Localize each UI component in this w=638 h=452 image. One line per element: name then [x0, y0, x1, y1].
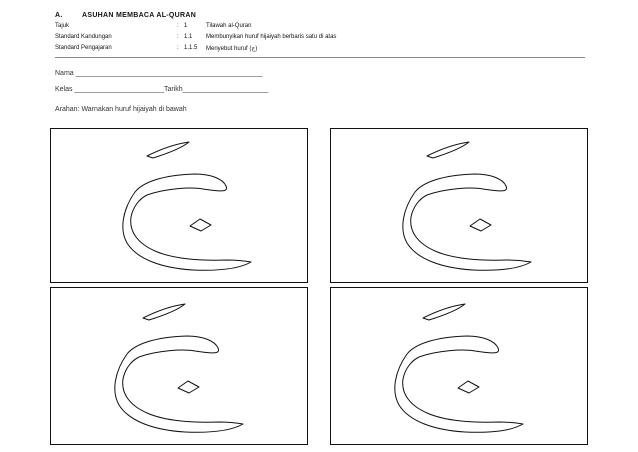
meta-value: Menyebut huruf (ج) — [206, 46, 258, 52]
header-divider — [55, 57, 585, 58]
meta-value: Tilawah al-Quran — [206, 23, 252, 29]
meta-colon: : — [177, 34, 179, 40]
letter-jim-outline-icon — [51, 129, 309, 284]
section-letter: A. — [55, 12, 63, 19]
section-title: ASUHAN MEMBACA AL-QURAN — [82, 12, 197, 19]
kelas-tarikh-field[interactable]: Kelas _______________________Tarikh______________________ — [55, 86, 269, 93]
meta-colon: : — [177, 45, 179, 51]
meta-label-standard-kandungan: Standard Kandungan — [55, 34, 112, 40]
meta-label-standard-pengajaran: Standard Pengajaran — [55, 45, 112, 51]
letter-jim-outline-icon — [331, 129, 589, 284]
letter-jim-outline-icon — [51, 288, 309, 446]
meta-code: 1 — [184, 23, 188, 29]
meta-label-tajuk: Tajuk — [55, 23, 70, 29]
meta-code: 1.1.5 — [184, 45, 198, 51]
letter-jim-outline-icon — [331, 288, 589, 446]
nama-field[interactable]: Nama ________________________________________________ — [55, 70, 263, 77]
coloring-box[interactable] — [330, 128, 588, 283]
meta-value: Membunyikan huruf hijaiyah berbaris satu di atas — [206, 34, 337, 40]
meta-code: 1.1 — [184, 34, 193, 40]
meta-colon: : — [177, 23, 179, 29]
coloring-box[interactable] — [330, 287, 588, 445]
instruction-text: Arahan: Warnakan huruf hijaiyah di bawah — [55, 106, 187, 113]
coloring-box[interactable] — [50, 287, 308, 445]
coloring-box[interactable] — [50, 128, 308, 283]
